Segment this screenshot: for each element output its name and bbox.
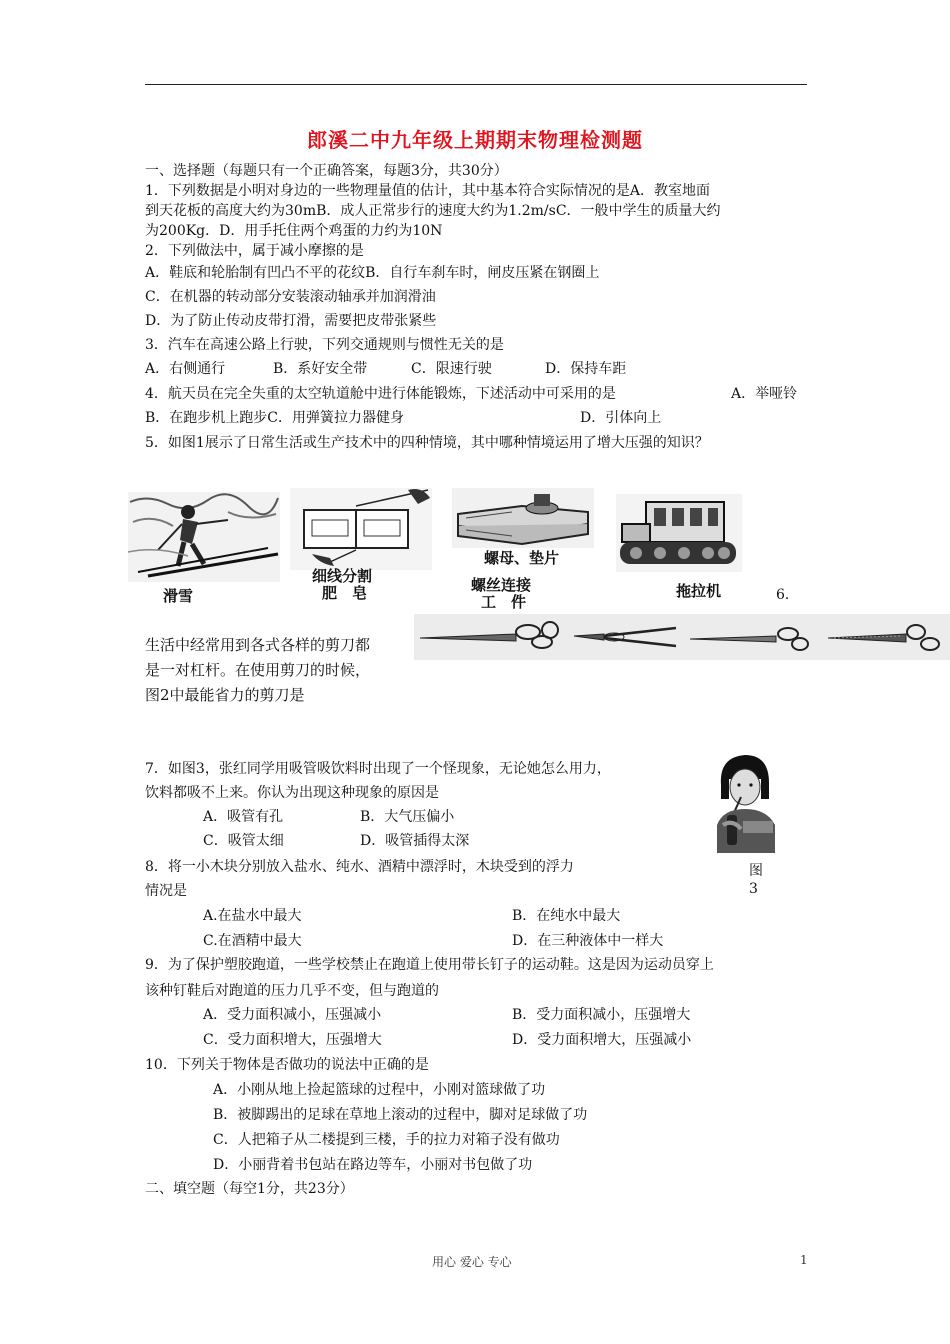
nut-washer-illustration — [452, 488, 594, 548]
skiing-illustration — [128, 492, 280, 582]
caption-tractor: 拖拉机 — [676, 582, 722, 600]
q1-line-1: 1．下列数据是小明对身边的一些物理量值的估计，其中基本符合实际情况的是A．教室地面 — [145, 183, 711, 199]
q7-option-d: D．吸管插得太深 — [360, 833, 470, 849]
caption-soap-line2: 肥 皂 — [322, 584, 368, 602]
q7-line-1: 7．如图3，张红同学用吸管吸饮料时出现了一个怪现象，无论她怎么用力， — [145, 761, 611, 777]
q7-option-b: B．大气压偏小 — [360, 809, 455, 825]
figure-3-label-2: 3 — [749, 881, 758, 897]
q9-option-d: D．受力面积增大，压强减小 — [512, 1032, 692, 1048]
q2-stem: 2．下列做法中，属于减小摩擦的是 — [145, 243, 364, 259]
q2-option-d: D．为了防止传动皮带打滑，需要把皮带张紧些 — [145, 313, 437, 329]
girl-drinking-photo — [703, 749, 787, 853]
q4-stem: 4．航天员在完全失重的太空轨道舱中进行体能锻炼，下述活动中可采用的是 — [145, 386, 616, 402]
q1-line-3: 为200Kg．D．用手托住两个鸡蛋的力约为10N — [145, 223, 443, 239]
q6-line-2: 是一对杠杆。在使用剪刀的时候， — [145, 661, 371, 679]
q8-line-1: 8．将一小木块分别放入盐水、纯水、酒精中漂浮时，木块受到的浮力 — [145, 859, 574, 875]
q9-option-a: A．受力面积减小，压强减小 — [203, 1007, 382, 1023]
q3-option-d: D．保持车距 — [545, 361, 627, 377]
q9-option-c: C．受力面积增大，压强增大 — [203, 1032, 382, 1048]
footer-motto: 用心 爱心 专心 — [432, 1255, 512, 1269]
q8-option-c: C.在酒精中最大 — [203, 933, 302, 949]
q4-option-bc: B．在跑步机上跑步C．用弹簧拉力器健身 — [145, 410, 404, 426]
section-choice-heading: 一、选择题（每题只有一个正确答案，每题3分，共30分） — [145, 163, 508, 179]
q5-stem: 5．如图1展示了日常生活或生产技术中的四种情境，其中哪种情境运用了增大压强的知识？ — [145, 435, 709, 451]
q2-option-ab: A．鞋底和轮胎制有凹凸不平的花纹B．自行车刹车时，闸皮压紧在钢圈上 — [145, 265, 600, 281]
q7-line-2: 饮料都吸不上来。你认为出现这种现象的原因是 — [145, 785, 439, 801]
caption-skiing: 滑雪 — [163, 587, 194, 605]
q6-line-3: 图2中最能省力的剪刀是 — [145, 686, 305, 704]
section-fill-heading: 二、填空题（每空1分，共23分） — [145, 1181, 354, 1197]
q6-line-1: 生活中经常用到各式各样的剪刀都 — [145, 636, 371, 654]
q3-option-c: C．限速行驶 — [411, 361, 492, 377]
q8-option-a: A.在盐水中最大 — [203, 908, 302, 924]
q10-option-a: A．小刚从地上捡起篮球的过程中，小刚对篮球做了功 — [213, 1082, 546, 1098]
q4-option-d: D．引体向上 — [580, 410, 662, 426]
q4-option-a: A．举哑铃 — [731, 386, 798, 402]
caption-nut-line2: 螺丝连接 — [471, 576, 532, 594]
q10-option-c: C．人把箱子从二楼提到三楼，手的拉力对箱子没有做功 — [213, 1132, 560, 1148]
q8-option-d: D．在三种液体中一样大 — [512, 933, 664, 949]
caption-nut-line1: 螺母、垫片 — [484, 549, 560, 567]
q6-number: 6． — [776, 587, 799, 603]
q2-option-c: C．在机器的转动部分安装滚动轴承并加润滑油 — [145, 289, 436, 305]
q7-option-a: A．吸管有孔 — [203, 809, 284, 825]
page-title: 郎溪二中九年级上期期末物理检测题 — [307, 128, 643, 152]
q9-option-b: B．受力面积减小，压强增大 — [512, 1007, 691, 1023]
caption-nut-line3: 工 件 — [481, 593, 527, 611]
scissors-figure — [414, 614, 950, 660]
q3-stem: 3．汽车在高速公路上行驶，下列交通规则与惯性无关的是 — [145, 337, 504, 353]
figure-3-label-1: 图 — [749, 863, 763, 879]
q9-line-1: 9．为了保护塑胶跑道，一些学校禁止在跑道上使用带长钉子的运动鞋。这是因为运动员穿上 — [145, 957, 714, 973]
page-number: 1 — [800, 1253, 808, 1267]
q8-line-2: 情况是 — [145, 883, 187, 899]
q10-option-d: D．小丽背着书包站在路边等车，小丽对书包做了功 — [213, 1157, 533, 1173]
q10-option-b: B．被脚踢出的足球在草地上滚动的过程中，脚对足球做了功 — [213, 1107, 588, 1123]
caption-soap-line1: 细线分割 — [312, 567, 373, 585]
q10-stem: 10．下列关于物体是否做功的说法中正确的是 — [145, 1057, 429, 1073]
q3-option-b: B．系好安全带 — [273, 361, 368, 377]
header-rule — [145, 84, 807, 85]
q7-option-c: C．吸管太细 — [203, 833, 284, 849]
q8-option-b: B．在纯水中最大 — [512, 908, 621, 924]
q3-option-a: A．右侧通行 — [145, 361, 226, 377]
soap-cutting-illustration — [290, 488, 432, 570]
q1-line-2: 到天花板的高度大约为30mB．成人正常步行的速度大约为1.2m/sC．一般中学生的质量大约 — [145, 203, 721, 219]
tractor-illustration — [616, 494, 742, 572]
q9-line-2: 该种钉鞋后对跑道的压力几乎不变，但与跑道的 — [145, 983, 439, 999]
